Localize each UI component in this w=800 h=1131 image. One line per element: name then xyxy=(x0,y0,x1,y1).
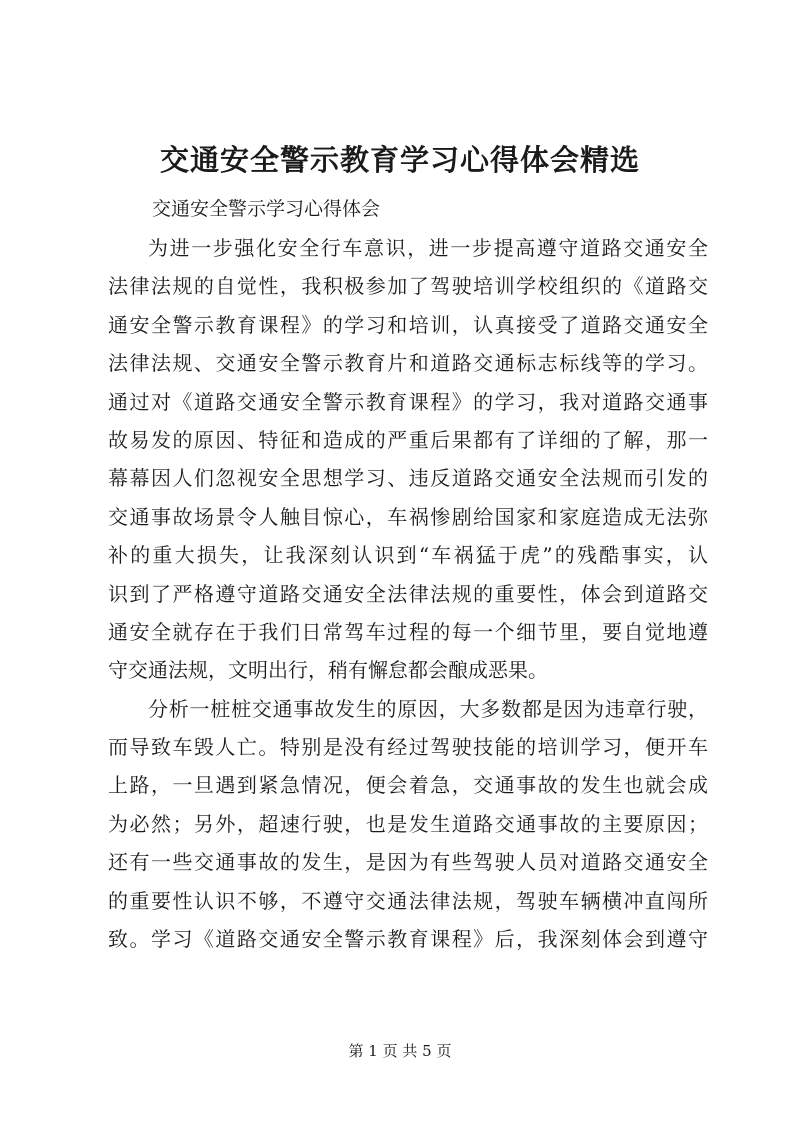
paragraph-2 xyxy=(108,690,708,959)
paragraph-line: 幕幕因人们忽视安全思想学习、违反道路交通安全法规而引发的 xyxy=(108,466,708,491)
paragraph-line: 还有一些交通事故的发生，是因为有些驾驶人员对道路交通安全 xyxy=(108,850,708,875)
paragraph-line: 法律法规的自觉性，我积极参加了驾驶培训学校组织的《道路交 xyxy=(108,274,708,299)
paragraph-line: 通过对《道路交通安全警示教育课程》的学习，我对道路交通事 xyxy=(108,389,708,414)
paragraph-1 xyxy=(108,229,708,690)
paragraph-line: 通安全就存在于我们日常驾车过程的每一个细节里，要自觉地遵 xyxy=(108,619,708,644)
document-body xyxy=(108,229,708,958)
document-title: 交通安全警示教育学习心得体会精选 xyxy=(159,143,640,177)
paragraph-line: 而导致车毁人亡。特别是没有经过驾驶技能的培训学习，便开车 xyxy=(108,735,708,760)
paragraph-line: 为进一步强化安全行车意识，进一步提高遵守道路交通安全 xyxy=(148,236,708,260)
paragraph-line: 识到了严格遵守道路交通安全法律法规的重要性，体会到道路交 xyxy=(108,581,708,606)
paragraph-line: 上路，一旦遇到紧急情况，便会着急，交通事故的发生也就会成 xyxy=(108,773,708,798)
paragraph-line: 的重要性认识不够，不遵守交通法律法规，驾驶车辆横冲直闯所 xyxy=(108,888,708,913)
paragraph-line: 为必然；另外，超速行驶，也是发生道路交通事故的主要原因； xyxy=(108,811,708,836)
page-number: 第 1 页 共 5 页 xyxy=(348,1042,452,1060)
paragraph-line: 致。学习《道路交通安全警示教育课程》后，我深刻体会到遵守 xyxy=(108,927,708,952)
paragraph-line: 故易发的原因、特征和造成的严重后果都有了详细的了解，那一 xyxy=(108,427,708,452)
paragraph-line: 通安全警示教育课程》的学习和培训，认真接受了道路交通安全 xyxy=(108,312,708,337)
document-subtitle: 交通安全警示学习心得体会 xyxy=(152,198,381,220)
paragraph-line: 法律法规、交通安全警示教育片和道路交通标志标线等的学习。 xyxy=(108,351,708,376)
paragraph-line: 守交通法规，文明出行，稍有懈怠都会酿成恶果。 xyxy=(108,658,548,683)
paragraph-line: 分析一桩桩交通事故发生的原因，大多数都是因为违章行驶， xyxy=(148,696,708,721)
paragraph-line: 交通事故场景令人触目惊心，车祸惨剧给国家和家庭造成无法弥 xyxy=(108,504,708,529)
paragraph-line: 补的重大损失，让我深刻认识到“车祸猛于虎”的残酷事实，认 xyxy=(108,543,708,568)
